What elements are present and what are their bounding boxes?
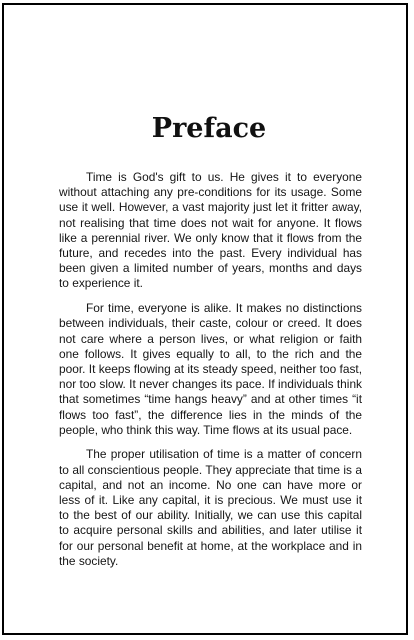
paragraph-1: Time is God's gift to us. He gives it to everyone without attaching any pre-conditions for its usage. Some use it well. However, a vast majority just let it fritter away, not realising that time does not wait for anyone. It flows like a perennial river. We only know that it flows from the future, and recedes into the past. Every individual has been given a limited number of years, months and days to experience it. <box>59 170 362 291</box>
preface-body <box>59 170 362 579</box>
paragraph-3: The proper utilisation of time is a matter of concern to all conscientious people. They appreciate that time is a capital, and not an income. No one can have more or less of it. Like any capital, it is precious. We must use it to the best of our ability. Initially, we can use this capital to acquire personal skills and abilities, and later utilise it for our personal benefit at home, at the workplace and in the society. <box>59 447 362 568</box>
paragraph-2: For time, everyone is alike. It makes no distinctions between individuals, their caste, colour or creed. It does not care where a person lives, or what religion or faith one follows. It gives equally to all, to the rich and the poor. It keeps flowing at its steady speed, neither too fast, nor too slow. It never changes its pace. If individuals think that sometimes “time hangs heavy” and at other times “it flows too fast”, the difference lies in the minds of the people, who think this way. Time flows at its usual pace. <box>59 301 362 437</box>
page-frame <box>2 3 408 635</box>
page-title: Preface <box>151 113 267 144</box>
